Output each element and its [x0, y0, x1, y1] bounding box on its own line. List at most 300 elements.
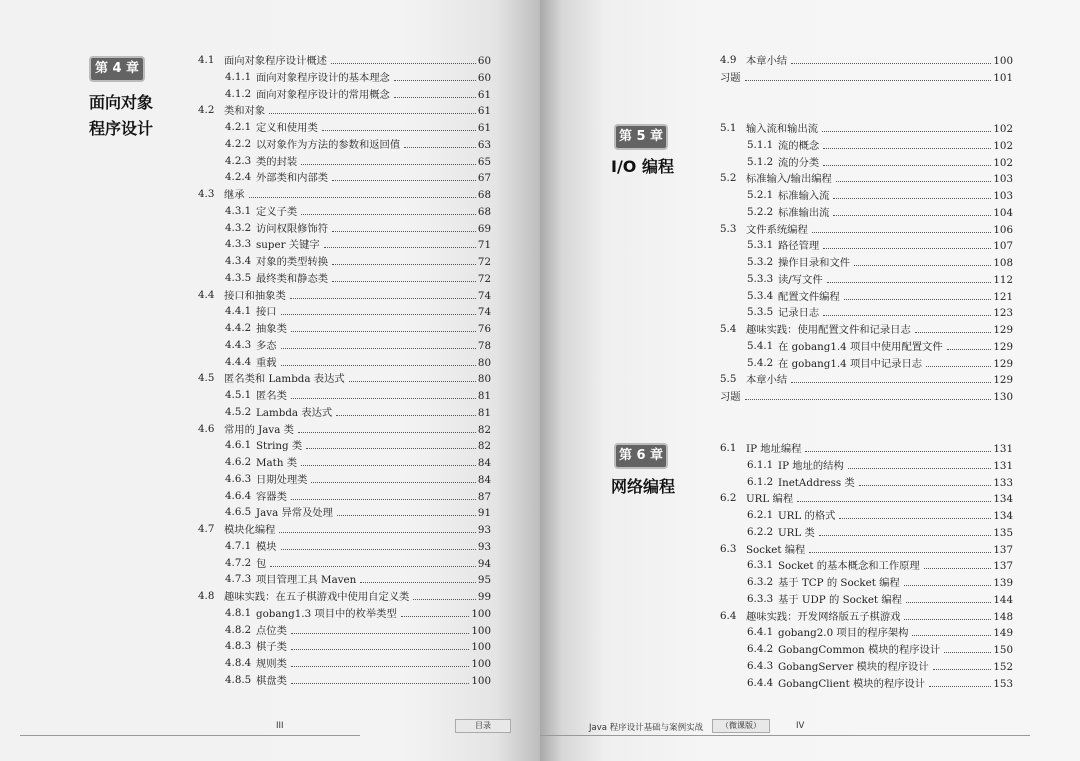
toc-entry-page: 103: [993, 190, 1013, 202]
toc-entry-number: 4.3.1: [225, 204, 252, 217]
toc-entry-number: 5.2.1: [747, 189, 774, 201]
toc-entry: [720, 507, 1013, 524]
toc-leader-dots: [337, 504, 476, 516]
toc-entry: [198, 303, 491, 320]
toc-entry-page: 133: [993, 476, 1013, 489]
toc-entry-page: 100: [471, 607, 491, 620]
toc-leader-dots: [291, 638, 469, 650]
toc-entry-title: 定义和使用类: [256, 122, 318, 134]
toc-entry-title: Socket 编程: [746, 543, 806, 556]
toc-list-chapter-4: [198, 52, 491, 689]
toc-leader-dots: [290, 287, 476, 299]
toc-entry-number: 4.2.3: [225, 154, 252, 167]
toc-leader-dots: [291, 622, 469, 634]
toc-entry-number: 4.7.3: [225, 573, 252, 586]
toc-entry-page: 129: [993, 374, 1013, 387]
toc-entry-page: 149: [993, 627, 1013, 640]
toc-entry-number: 6.4.2: [747, 643, 774, 655]
toc-entry-page: 68: [477, 189, 491, 201]
toc-entry-title: 日期处理类: [256, 473, 308, 486]
toc-entry-page: 102: [993, 139, 1013, 152]
toc-leader-dots: [279, 521, 475, 533]
toc-entry-title: URL 类: [778, 526, 815, 539]
toc-list-chapter-5: [720, 120, 1013, 405]
toc-entry-page: 129: [993, 340, 1013, 353]
toc-entry-page: 100: [471, 641, 491, 654]
toc-entry-title: 定义子类: [256, 205, 298, 218]
toc-leader-dots: [301, 203, 476, 215]
toc-entry: [720, 137, 1013, 154]
toc-entry-page: 129: [993, 357, 1013, 370]
toc-entry-number: 4.4: [198, 288, 215, 301]
toc-entry-page: 69: [477, 222, 491, 235]
toc-leader-dots: [281, 303, 476, 315]
toc-entry-title: 面向对象程序设计的常用概念: [256, 88, 390, 101]
toc-leader-dots: [933, 658, 992, 670]
toc-leader-dots: [332, 270, 476, 282]
toc-entry: [198, 454, 491, 471]
toc-entry-number: 4.1.1: [225, 70, 252, 83]
toc-leader-dots: [797, 490, 991, 502]
toc-entry-title: 习题: [720, 71, 741, 84]
toc-leader-dots: [809, 541, 991, 553]
toc-entry-title: Math 类: [256, 457, 298, 469]
toc-entry-number: 4.3.2: [225, 221, 252, 234]
toc-entry: [198, 521, 491, 538]
toc-entry-page: 76: [477, 323, 491, 335]
toc-entry-number: 4.8.4: [225, 657, 252, 669]
footer-tab-contents: 目录: [455, 719, 511, 733]
toc-leader-dots: [805, 440, 991, 452]
toc-entry: [198, 69, 491, 86]
toc-entry: [198, 471, 491, 488]
toc-entry-page: 72: [477, 272, 491, 285]
toc-entry-title: 项目管理工具 Maven: [256, 574, 357, 587]
toc-entry-number: 5.1.2: [747, 155, 774, 168]
toc-entry-title: 规则类: [256, 658, 287, 670]
toc-leader-dots: [833, 204, 991, 216]
toc-entry-title: GobangClient 模块的程序设计: [778, 677, 926, 690]
toc-entry-page: 121: [993, 290, 1013, 303]
toc-leader-dots: [270, 555, 476, 567]
toc-entry-title: 访问权限修饰符: [256, 222, 329, 235]
toc-leader-dots: [301, 454, 476, 466]
toc-entry-number: 4.4.4: [225, 355, 252, 368]
toc-entry: [198, 571, 491, 588]
toc-entry-number: 4.2.2: [225, 137, 252, 150]
toc-entry-title: 常用的 Java 类: [224, 423, 294, 436]
toc-entry-title: 棋子类: [256, 641, 287, 654]
toc-entry: [198, 52, 491, 69]
toc-entry-page: 135: [993, 526, 1013, 539]
toc-entry-page: 100: [471, 624, 491, 637]
toc-entry-page: 74: [477, 306, 491, 319]
toc-list-chapter-4-end: [720, 52, 1013, 86]
toc-leader-dots: [298, 421, 476, 433]
toc-entry-title: 匿名类: [256, 390, 287, 402]
toc-entry: [720, 221, 1013, 238]
toc-entry: [198, 354, 491, 371]
footer-page-number-right: IV: [796, 721, 805, 731]
toc-entry-page: 131: [993, 459, 1013, 472]
toc-entry: [720, 254, 1013, 271]
toc-entry-title: 输入流和输出流: [746, 123, 819, 135]
toc-leader-dots: [306, 437, 476, 449]
toc-entry-page: 60: [477, 71, 491, 84]
toc-leader-dots: [812, 221, 992, 233]
toc-leader-dots: [906, 591, 991, 603]
toc-entry-page: 139: [993, 577, 1013, 589]
toc-entry: [720, 237, 1013, 254]
toc-entry-number: 5.2: [720, 172, 737, 185]
toc-entry-number: 6.1.1: [747, 458, 774, 471]
toc-entry-number: 4.4.3: [225, 338, 252, 351]
toc-entry: [720, 541, 1013, 558]
toc-leader-dots: [854, 254, 991, 266]
toc-entry-page: 152: [993, 660, 1013, 673]
toc-entry: [720, 371, 1013, 388]
toc-entry-number: 5.5: [720, 373, 737, 386]
toc-entry-number: 4.3.4: [225, 255, 252, 267]
toc-entry: [720, 457, 1013, 474]
toc-entry-title: 以对象作为方法的参数和返回值: [256, 138, 401, 151]
toc-entry-page: 81: [477, 406, 491, 419]
toc-entry: [720, 440, 1013, 457]
toc-entry-title: 在 gobang1.4 项目中记录日志: [778, 357, 923, 370]
toc-entry-page: 94: [477, 557, 491, 570]
toc-entry-title: 记录日志: [778, 307, 820, 320]
toc-entry: [720, 304, 1013, 321]
toc-leader-dots: [311, 471, 475, 483]
toc-entry-number: 4.7.1: [225, 539, 252, 552]
toc-entry-title: URL 编程: [746, 493, 794, 506]
toc-entry-page: 148: [993, 610, 1013, 623]
toc-entry: [720, 608, 1013, 625]
toc-entry-title: 流的分类: [778, 156, 820, 169]
toc-entry-title: 配置文件编程: [778, 290, 840, 303]
toc-entry-page: 80: [477, 373, 491, 386]
toc-entry-title: 标准输出流: [778, 206, 830, 219]
toc-entry: [720, 624, 1013, 641]
toc-entry-number: 5.4: [720, 323, 737, 335]
toc-entry-title: 趣味实践：使用配置文件和记录日志: [746, 324, 911, 336]
toc-entry-page: 101: [993, 71, 1013, 84]
toc-entry-number: 4.5.1: [225, 389, 252, 401]
toc-entry: [198, 203, 491, 220]
chapter-4-title-line-2: 程序设计: [89, 119, 154, 138]
toc-entry-page: 78: [477, 339, 491, 352]
toc-entry-title: 点位类: [256, 624, 287, 637]
toc-leader-dots: [819, 524, 992, 536]
toc-entry: [198, 136, 491, 153]
toc-leader-dots: [291, 320, 476, 332]
toc-entry-number: 4.4.1: [225, 305, 252, 318]
toc-leader-dots: [904, 574, 992, 586]
toc-entry-page: 80: [477, 356, 491, 369]
toc-entry-number: 4.6.4: [225, 489, 252, 502]
toc-entry-title: 容器类: [256, 490, 287, 503]
toc-entry-page: 82: [477, 440, 491, 453]
toc-entry-number: 6.3.1: [747, 559, 774, 572]
toc-entry: [198, 421, 491, 438]
toc-entry: [720, 321, 1013, 338]
toc-entry-page: 137: [993, 543, 1013, 556]
toc-entry: [198, 387, 491, 404]
toc-entry: [720, 52, 1013, 69]
toc-leader-dots: [249, 186, 476, 198]
toc-entry-page: 100: [471, 658, 491, 670]
toc-entry-title: 面向对象程序设计的基本理念: [256, 71, 390, 84]
toc-entry: [198, 220, 491, 237]
toc-leader-dots: [324, 236, 476, 248]
toc-entry-number: 4.6: [198, 422, 215, 435]
toc-entry: [198, 437, 491, 454]
chapter-4-badge: 第 4 章: [91, 58, 143, 80]
footer-book-title: Java 程序设计基础与案例实战: [589, 723, 704, 733]
toc-entry-title: URL 的格式: [778, 510, 836, 522]
toc-leader-dots: [823, 304, 991, 316]
toc-entry-page: 72: [477, 256, 491, 268]
toc-leader-dots: [336, 404, 476, 416]
toc-entry: [720, 338, 1013, 355]
toc-entry: [198, 370, 491, 387]
toc-entry-title: 对象的类型转换: [256, 256, 329, 268]
toc-entry: [198, 270, 491, 287]
toc-entry-title: 路径管理: [778, 240, 820, 253]
toc-entry-title: InetAddress 类: [778, 476, 855, 489]
toc-entry: [720, 187, 1013, 204]
toc-entry-number: 4.2.1: [225, 121, 252, 133]
toc-leader-dots: [332, 169, 476, 181]
toc-entry: [198, 404, 491, 421]
toc-entry-number: 5.1: [720, 122, 737, 134]
toc-leader-dots: [331, 52, 476, 64]
toc-entry-page: 60: [477, 55, 491, 67]
toc-leader-dots: [394, 69, 476, 81]
toc-entry-number: 5.4.1: [747, 339, 774, 352]
toc-leader-dots: [929, 675, 991, 687]
toc-entry: [198, 488, 491, 505]
toc-entry: [198, 320, 491, 337]
footer-page-number-left: III: [276, 721, 284, 731]
toc-entry-page: 106: [993, 223, 1013, 236]
toc-entry-page: 123: [993, 307, 1013, 320]
toc-entry-title: gobang2.0 项目的程序架构: [778, 627, 909, 640]
toc-entry: [198, 588, 491, 605]
toc-leader-dots: [836, 170, 991, 182]
toc-entry-number: 4.8.5: [225, 673, 252, 686]
toc-entry-title: 文件系统编程: [746, 223, 808, 236]
toc-leader-dots: [301, 153, 476, 165]
toc-entry: [720, 675, 1013, 692]
toc-entry-number: 4.1.2: [225, 87, 252, 100]
toc-entry-number: 4.6.5: [225, 506, 252, 519]
toc-entry: [720, 355, 1013, 372]
footer-rule-right: [540, 735, 1030, 736]
toc-leader-dots: [291, 672, 469, 684]
toc-entry-page: 153: [993, 677, 1013, 690]
toc-leader-dots: [822, 120, 991, 132]
toc-entry: [720, 557, 1013, 574]
toc-entry: [720, 474, 1013, 491]
toc-entry-title: 多态: [256, 339, 277, 352]
toc-entry-number: 4.5.2: [225, 405, 252, 418]
toc-entry-number: 4.2: [198, 104, 215, 117]
toc-entry-page: 134: [993, 493, 1013, 506]
toc-entry: [720, 204, 1013, 221]
toc-entry-number: 4.6.3: [225, 472, 252, 485]
toc-entry: [198, 605, 491, 622]
toc-leader-dots: [291, 655, 469, 667]
toc-entry-title: 趣味实践：开发网络版五子棋游戏: [746, 610, 901, 623]
toc-entry: [720, 388, 1013, 405]
toc-leader-dots: [791, 52, 991, 64]
toc-entry-page: 102: [993, 156, 1013, 169]
toc-entry-page: 67: [477, 172, 491, 185]
toc-entry: [720, 288, 1013, 305]
toc-entry-page: 95: [477, 574, 491, 587]
toc-entry-page: 63: [477, 138, 491, 151]
chapter-5-title: I/O 编程: [611, 157, 674, 176]
toc-entry-number: 4.8: [198, 590, 215, 602]
chapter-6-badge: 第 6 章: [616, 445, 666, 467]
toc-leader-dots: [281, 337, 476, 349]
toc-leader-dots: [291, 488, 476, 500]
toc-entry-title: 操作目录和文件: [778, 257, 851, 269]
toc-entry-page: 61: [477, 88, 491, 101]
toc-entry-page: 137: [993, 560, 1013, 573]
toc-entry-number: 5.3.3: [747, 272, 774, 285]
toc-entry-number: 5.3.2: [747, 256, 774, 268]
toc-leader-dots: [833, 187, 991, 199]
toc-entry-title: 标准输入流: [778, 190, 830, 202]
toc-leader-dots: [947, 338, 992, 350]
toc-entry-number: 6.1: [720, 442, 737, 454]
toc-entry-title: 匿名类和 Lambda 表达式: [224, 373, 345, 386]
toc-entry-title: String 类: [256, 440, 303, 453]
toc-entry-page: 99: [477, 591, 491, 603]
toc-entry-number: 6.4: [720, 609, 737, 622]
toc-entry: [198, 672, 491, 689]
toc-leader-dots: [823, 237, 991, 249]
toc-leader-dots: [281, 538, 476, 550]
toc-entry-page: 129: [993, 324, 1013, 336]
toc-entry-number: 4.4.2: [225, 322, 252, 334]
toc-entry: [198, 555, 491, 572]
toc-entry-number: 4.2.4: [225, 171, 252, 184]
toc-entry-number: 6.3.2: [747, 576, 774, 588]
toc-entry-title: 接口和抽象类: [224, 289, 286, 302]
toc-entry-number: 4.8.2: [225, 623, 252, 636]
toc-entry-title: 包: [256, 557, 267, 570]
toc-entry-title: 在 gobang1.4 项目中使用配置文件: [778, 340, 943, 353]
toc-entry-title: 类和对象: [224, 105, 266, 118]
toc-entry: [198, 236, 491, 253]
toc-entry-number: 6.4.1: [747, 626, 774, 639]
toc-entry-number: 6.4.3: [747, 659, 774, 672]
toc-entry-number: 4.7.2: [225, 556, 252, 569]
toc-entry-title: 面向对象程序设计概述: [224, 55, 327, 67]
toc-leader-dots: [281, 354, 476, 366]
toc-entry-title: 读/写文件: [778, 273, 823, 286]
toc-leader-dots: [745, 69, 992, 81]
toc-entry-title: 最终类和静态类: [256, 272, 329, 285]
toc-entry-page: 81: [477, 390, 491, 402]
toc-entry-page: 100: [471, 674, 491, 687]
toc-entry-number: 4.6.1: [225, 439, 252, 452]
toc-entry-number: 5.3.5: [747, 306, 774, 319]
toc-entry: [198, 504, 491, 521]
toc-leader-dots: [827, 271, 992, 283]
toc-entry-title: Socket 的基本概念和工作原理: [778, 560, 920, 573]
right-page: [540, 0, 1080, 761]
toc-leader-dots: [791, 371, 991, 383]
toc-entry-title: 模块化编程: [224, 524, 276, 536]
toc-entry: [720, 271, 1013, 288]
toc-entry-page: 91: [477, 507, 491, 520]
footer-rule-left: [20, 735, 360, 736]
toc-entry-title: 抽象类: [256, 323, 287, 335]
toc-entry-page: 130: [993, 391, 1013, 403]
toc-entry: [198, 153, 491, 170]
toc-entry-title: 趣味实践：在五子棋游戏中使用自定义类: [224, 591, 410, 603]
toc-entry-page: 68: [477, 205, 491, 218]
toc-entry: [720, 69, 1013, 86]
toc-entry-number: 4.7: [198, 523, 215, 535]
toc-leader-dots: [904, 608, 991, 620]
toc-entry-title: 重载: [256, 356, 277, 369]
toc-entry: [720, 591, 1013, 608]
toc-leader-dots: [291, 387, 476, 399]
toc-entry: [720, 170, 1013, 187]
toc-leader-dots: [413, 588, 476, 600]
toc-entry-title: GobangCommon 模块的程序设计: [778, 644, 941, 656]
toc-leader-dots: [401, 605, 470, 617]
toc-leader-dots: [404, 136, 476, 148]
toc-entry: [198, 337, 491, 354]
toc-entry-title: 外部类和内部类: [256, 172, 329, 185]
toc-entry-number: 4.1: [198, 54, 215, 66]
toc-entry-number: 4.5: [198, 372, 215, 385]
toc-entry-page: 102: [993, 123, 1013, 135]
toc-entry: [720, 120, 1013, 137]
toc-leader-dots: [360, 571, 476, 583]
toc-entry-number: 5.3: [720, 222, 737, 235]
toc-leader-dots: [823, 154, 991, 166]
toc-entry-title: gobang1.3 项目中的枚举类型: [256, 607, 397, 620]
toc-leader-dots: [926, 355, 991, 367]
toc-entry-number: 5.4.2: [747, 356, 774, 369]
toc-entry-number: 4.3.5: [225, 271, 252, 284]
toc-entry-number: 6.2.1: [747, 509, 774, 521]
toc-entry-page: 84: [477, 473, 491, 486]
toc-entry-number: 5.2.2: [747, 205, 774, 218]
toc-entry-title: super 关键字: [256, 239, 320, 252]
toc-leader-dots: [915, 321, 992, 333]
toc-entry-page: 61: [477, 105, 491, 118]
toc-entry-number: 4.3.3: [225, 238, 252, 251]
toc-entry-title: 继承: [224, 189, 245, 201]
toc-entry-title: 流的概念: [778, 139, 820, 152]
chapter-6-title: 网络编程: [611, 477, 676, 496]
toc-leader-dots: [269, 102, 476, 114]
toc-entry-page: 131: [993, 443, 1013, 455]
toc-entry: [720, 641, 1013, 658]
chapter-4-title-line-1: 面向对象: [89, 93, 154, 112]
toc-leader-dots: [745, 388, 992, 400]
toc-entry: [198, 119, 491, 136]
toc-entry: [720, 524, 1013, 541]
